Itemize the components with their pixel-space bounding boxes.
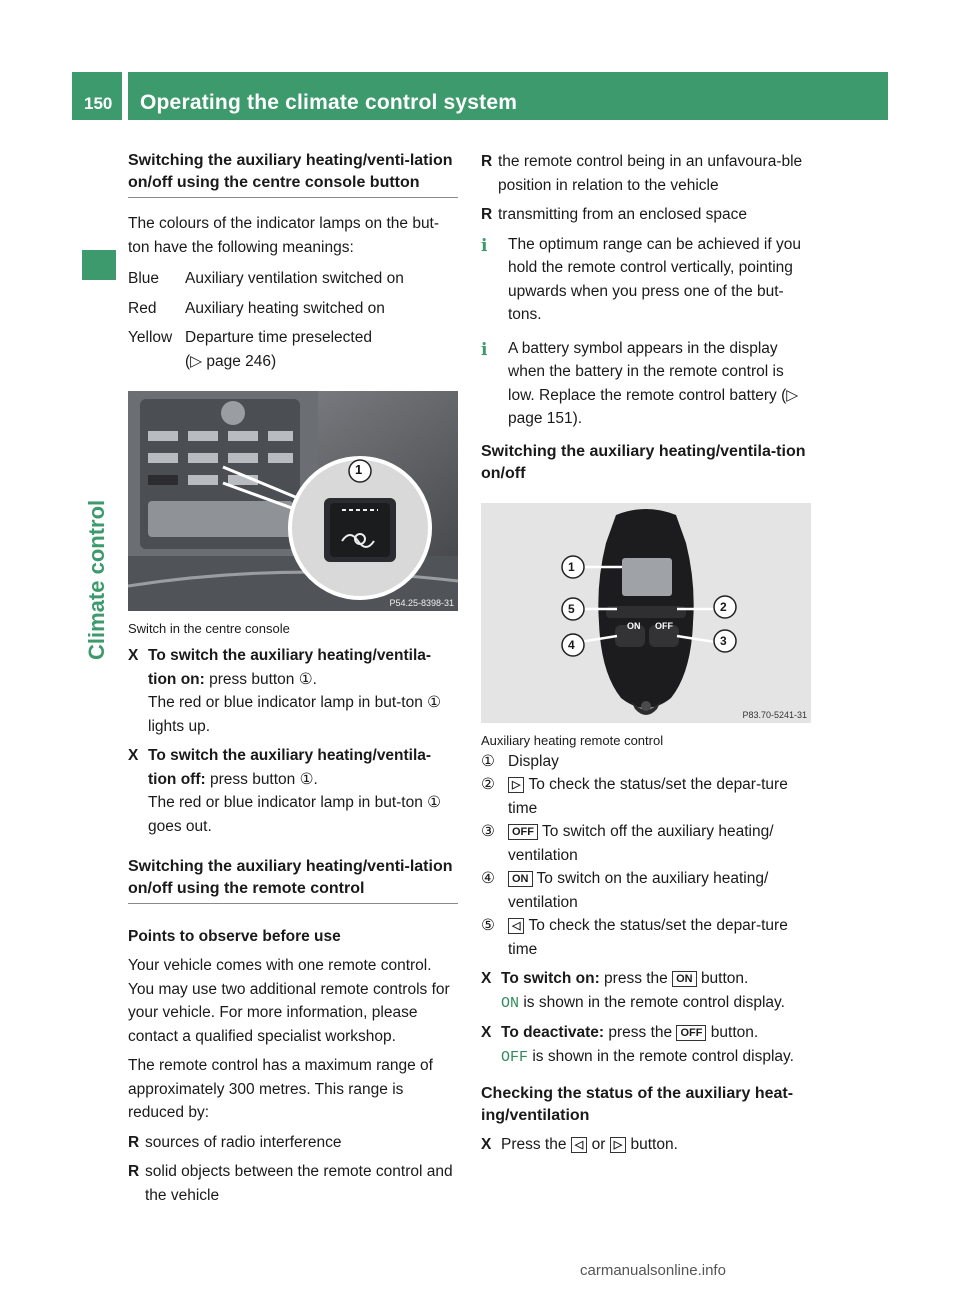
callout-3: 3 bbox=[720, 633, 727, 648]
remote-off-key-label: OFF bbox=[655, 620, 673, 631]
on-key-icon: ON bbox=[672, 971, 697, 987]
left-column bbox=[128, 150, 458, 1207]
page-number-box bbox=[72, 72, 122, 120]
legend-number: ③ bbox=[481, 823, 495, 840]
legend-item bbox=[481, 750, 813, 774]
bullet-icon: R bbox=[128, 1163, 140, 1180]
instruction-text: button. bbox=[710, 1024, 759, 1041]
callout-1: 1 bbox=[568, 559, 575, 574]
instruction-action: press button ①. bbox=[209, 670, 317, 688]
instruction-result: The red or blue indicator lamp in but-ton ① lights up. bbox=[148, 694, 442, 735]
indicator-meanings-table bbox=[128, 267, 404, 373]
instruction-text: button. bbox=[700, 970, 749, 987]
section-heading: Switching the auxiliary heating/ventila-tion on/off bbox=[481, 442, 806, 482]
info-note bbox=[481, 233, 813, 327]
table-row bbox=[128, 320, 404, 373]
section-heading: Checking the status of the auxiliary heat-ing/ventilation bbox=[481, 1085, 794, 1124]
paragraph: The remote control has a maximum range of approximately 300 metres. This range is reduced by: bbox=[128, 1057, 433, 1121]
legend-text: Display bbox=[508, 752, 559, 770]
meaning-cell: Auxiliary ventilation switched on bbox=[185, 270, 404, 287]
next-arrow-key-icon: ▷ bbox=[610, 1137, 626, 1153]
meaning-cell bbox=[185, 320, 404, 373]
legend-text: To check the status/set the depar-ture time bbox=[508, 917, 788, 958]
prev-arrow-key-icon: ◁ bbox=[571, 1137, 587, 1153]
list-item-text: the remote control being in an unfavoura-ble position in relation to the vehicle bbox=[498, 153, 803, 194]
section-tab-marker bbox=[82, 250, 116, 280]
instruction-lead: To deactivate: bbox=[501, 1024, 605, 1041]
info-text: A battery symbol appears in the display when the battery in the remote control is low. Replace the remote control battery (▷ page 151). bbox=[508, 339, 799, 427]
legend-text: To switch off the auxiliary heating/ ventilation bbox=[508, 823, 774, 864]
color-cell: Red bbox=[128, 299, 157, 317]
instruction-marker-icon: X bbox=[481, 1136, 492, 1153]
instruction-lead: To switch on: bbox=[501, 970, 600, 987]
on-key-icon: ON bbox=[508, 871, 533, 887]
callout-1: 1 bbox=[355, 462, 363, 477]
instruction-lead: To switch the auxiliary heating/ventila-tion on: bbox=[148, 647, 432, 688]
legend-item bbox=[481, 820, 813, 867]
legend-number: ④ bbox=[481, 870, 495, 887]
remote-control-photo bbox=[481, 503, 811, 723]
bullet-icon: R bbox=[128, 1133, 140, 1151]
legend-number: ① bbox=[481, 752, 495, 770]
info-text: The optimum range can be achieved if you hold the remote control vertically, pointing upwards when you press one of the but-tons. bbox=[508, 235, 801, 323]
instruction-text: press the bbox=[604, 970, 668, 987]
section-heading: Switching the auxiliary heating/venti-lation on/off using the centre console button bbox=[128, 150, 458, 198]
figure-code: P54.25-8398-31 bbox=[389, 598, 454, 608]
instruction-switch-off bbox=[128, 744, 458, 838]
color-cell: Blue bbox=[128, 270, 160, 287]
instruction-text: Press the bbox=[501, 1136, 567, 1153]
instruction-action: press button ①. bbox=[209, 770, 318, 788]
instruction-switch-on bbox=[128, 644, 458, 738]
color-cell: Yellow bbox=[128, 329, 173, 346]
table-row bbox=[128, 291, 404, 321]
callout-4: 4 bbox=[568, 637, 575, 652]
list-item bbox=[481, 203, 813, 227]
legend-number: ⑤ bbox=[481, 917, 495, 934]
instruction-text: button. bbox=[630, 1136, 678, 1153]
page-number: 150 bbox=[84, 94, 113, 113]
subsection-heading: Points to observe before use bbox=[128, 928, 341, 945]
instruction-check-status bbox=[481, 1133, 813, 1157]
legend-item bbox=[481, 773, 813, 820]
instruction-marker-icon: X bbox=[481, 970, 492, 987]
watermark: carmanualsonline.info bbox=[580, 1262, 726, 1279]
legend-text: To check the status/set the depar-ture time bbox=[508, 776, 788, 817]
list-item-text: sources of radio interference bbox=[145, 1133, 342, 1151]
instruction-result: is shown in the remote control display. bbox=[532, 1047, 794, 1065]
bullet-icon: R bbox=[481, 153, 493, 170]
right-column bbox=[481, 150, 813, 1157]
header-bar bbox=[128, 72, 888, 120]
instruction-lead: To switch the auxiliary heating/ventila-tion off: bbox=[148, 747, 432, 788]
info-note bbox=[481, 337, 813, 431]
instruction-deactivate bbox=[481, 1021, 813, 1069]
legend-item bbox=[481, 867, 813, 914]
legend-item bbox=[481, 914, 813, 961]
section-label: Climate control bbox=[84, 499, 109, 660]
off-key-icon: OFF bbox=[676, 1025, 706, 1041]
display-readout: OFF bbox=[501, 1048, 529, 1066]
prev-arrow-key-icon: ◁ bbox=[508, 918, 524, 934]
instruction-result: The red or blue indicator lamp in but-ton ① goes out. bbox=[148, 794, 442, 835]
next-arrow-key-icon: ▷ bbox=[508, 777, 524, 793]
meaning-cell: Auxiliary heating switched on bbox=[185, 299, 385, 317]
remote-control-illustration bbox=[481, 503, 811, 723]
callout-5: 5 bbox=[568, 601, 575, 616]
figure-code: P83.70-5241-31 bbox=[742, 709, 807, 720]
bullet-icon: R bbox=[481, 206, 493, 223]
page-reference-link[interactable]: (▷ page 246) bbox=[185, 352, 277, 370]
instruction-marker-icon: X bbox=[481, 1024, 492, 1041]
instruction-marker-icon: X bbox=[128, 647, 139, 664]
list-item bbox=[128, 1160, 458, 1207]
list-item-text: transmitting from an enclosed space bbox=[498, 206, 747, 223]
instruction-text: or bbox=[591, 1136, 606, 1153]
meaning-text: Departure time preselected bbox=[185, 329, 372, 346]
off-key-icon: OFF bbox=[508, 824, 538, 840]
figure-caption: Auxiliary heating remote control bbox=[481, 732, 664, 748]
intro-paragraph: The colours of the indicator lamps on the but-ton have the following meanings: bbox=[128, 215, 440, 256]
paragraph: Your vehicle comes with one remote control. You may use two additional remote controls for your vehicle. For more information, please contact a qualified specialist workshop. bbox=[128, 957, 450, 1045]
figure-caption: Switch in the centre console bbox=[128, 621, 290, 636]
info-icon: i bbox=[481, 339, 488, 360]
info-icon: i bbox=[481, 235, 488, 256]
page-title: Operating the climate control system bbox=[140, 91, 518, 114]
instruction-marker-icon: X bbox=[128, 747, 139, 764]
centre-console-photo bbox=[128, 391, 458, 611]
instruction-result: is shown in the remote control display. bbox=[523, 993, 785, 1011]
list-item bbox=[128, 1131, 458, 1155]
table-row bbox=[128, 267, 404, 291]
display-readout: ON bbox=[501, 994, 520, 1012]
legend-text: To switch on the auxiliary heating/ ventilation bbox=[508, 870, 769, 911]
instruction-switch-on bbox=[481, 967, 813, 1015]
callout-2: 2 bbox=[720, 599, 727, 614]
remote-on-key-label: ON bbox=[627, 620, 641, 631]
list-item-text: solid objects between the remote control and the vehicle bbox=[145, 1163, 453, 1204]
section-heading: Switching the auxiliary heating/venti-lation on/off using the remote control bbox=[128, 856, 458, 904]
instruction-text: press the bbox=[608, 1024, 673, 1041]
legend-number: ② bbox=[481, 776, 495, 793]
centre-console-illustration bbox=[128, 391, 458, 611]
list-item bbox=[481, 150, 813, 197]
